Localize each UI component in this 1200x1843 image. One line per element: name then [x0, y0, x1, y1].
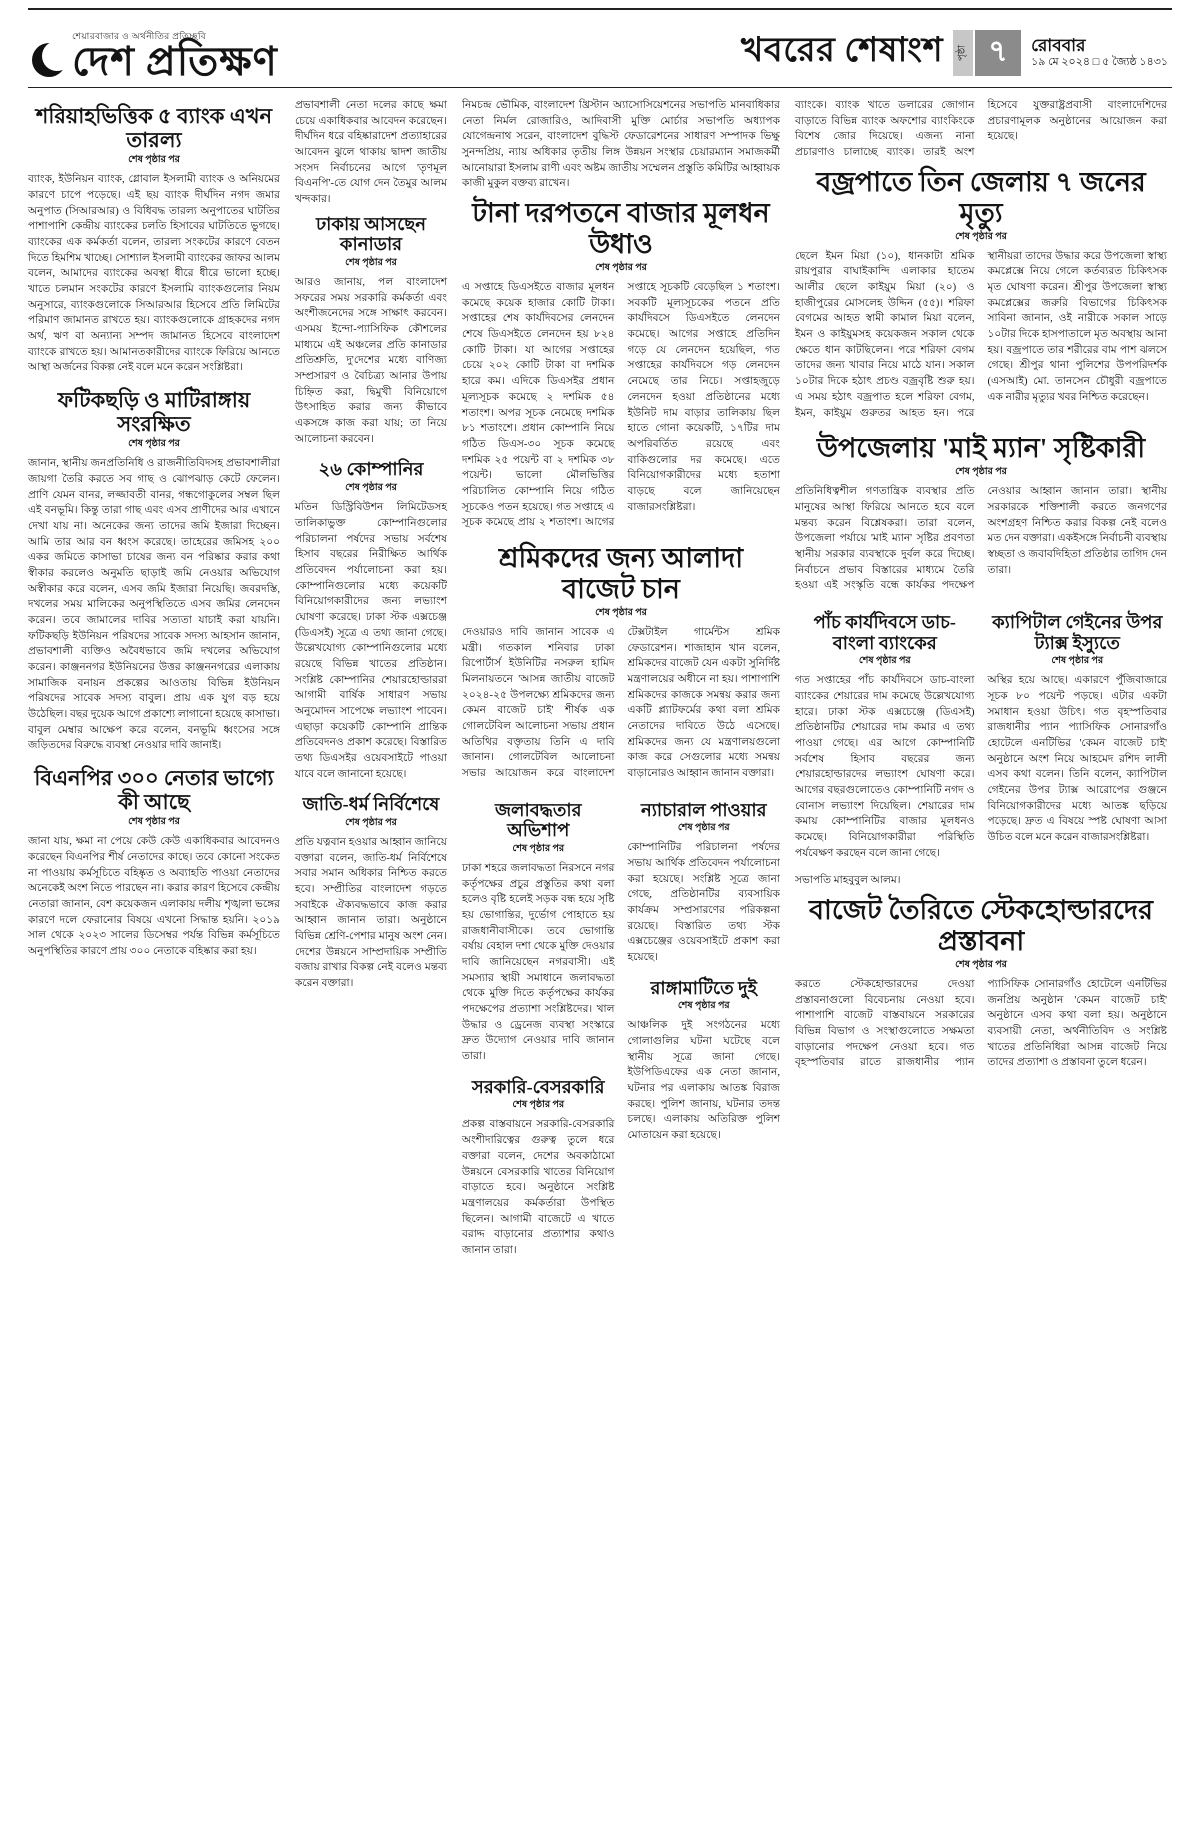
article-headline: সরকারি-বেসরকারি [471, 1076, 605, 1097]
page-header [28, 24, 1172, 88]
column-right [795, 98, 1167, 1271]
article-body: ঢাকা শহরে জলাবদ্ধতা নিরসনে নগর কর্তৃপক্ষের প্রচুর প্রস্তুতির কথা বলা হলেও বৃষ্টি হলেই সড়ক বন্ধ হয়ে সৃষ্টি হয় ভোগান্তির, দুর্ভোগ পোহাতে হয় রাজধানীবাসীকে। তবে ভোগান্তি বর্ষায় বেহাল দশা থেকে মুক্তি দেওয়ার দাবি জানিয়েছেন নগরবাসী। এই সমস্যার স্থায়ী সমাধানে জলাবদ্ধতা থেকে মুক্তি দিতে কর্তৃপক্ষের কার্যকর পদক্ষেপের প্রত্যাশা সংশ্লিষ্টদের। খাল উদ্ধার ও ড্রেনেজ ব্যবস্থা সংস্কারে দ্রুত উদ্যোগ নেওয়ার দাবি জানান তারা। [462, 863, 615, 1063]
continued-text: নিমচন্দ্র ভৌমিক, বাংলাদেশ খ্রিস্টান অ্যাসোসিয়েশনের সভাপতি মানবাধিকার নেতা নির্মল রোজারিও, আদিবাসী মুক্তি মোর্চার সভাপতি অধ্যাপক যোগেন্দ্রনাথ সরেন, বাংলাদেশ বুদ্ধিস্ট ফেডারেশনের সাধারণ সম্পাদক ভিক্ষু সুনন্দপ্রিয়, ন্যায় অধিকার তৃতীয় লিঙ্গ উন্নয়ন সংস্থার চেয়ারম্যান সমাজকর্মী আনোয়ারা ইসলাম রাণী এবং অষ্টম জাতীয় সম্মেলন প্রস্তুতি কমিটির আহ্বায়ক কাজী মুকুল বক্তব্য রাখেন। [462, 100, 780, 190]
article-headline: জলাবদ্ধতার অভিশাপ [494, 799, 582, 841]
right-sub-right [988, 606, 1168, 873]
continued-from-tag: শেষ পৃষ্ঠার পর [345, 258, 397, 269]
day-name: রোববার [1031, 36, 1086, 55]
article-headline: ফটিকছড়ি ও মাটিরাঙ্গায় সংরক্ষিত [57, 388, 251, 437]
article-body: দেওয়ারও দাবি জানান সাবেক এ মন্ত্রী। গতকাল শনিবার ঢাকা রিপোর্টার্স ইউনিটির নসরুল হামিদ মিলনায়তনে 'আসন্ন জাতীয় বাজেট ২০২৪-২৫ উপলক্ষ্যে শ্রমিকদের জন্য কেমন বাজেট চাই' শীর্ষক এক গোলটেবিল আলোচনা সভায় প্রধান অতিথির বক্তৃতায় তিনি এ দাবি জানান। গোলটেবিল আলোচনা সভার আয়োজন করে বাংলাদেশ টেক্সটাইল গার্মেন্টস শ্রমিক ফেডারেশন। শাজাহান খান বলেন, শ্রমিকদের বাজেট যেন একটা সুনির্দিষ্ট মন্ত্রণালয়ের অধীনে না হয়। পাশাপাশি শ্রমিকদের কাজকে সমন্বয় করার জন্য একটি প্ল্যাটফর্মের কথা বলা শ্রমিক নেতাদের দাবিতে উঠে এসেছে। শ্রমিকদের জন্য যে মন্ত্রণালয়গুলো কাজ করে সেগুলোর মধ্যে সমন্বয় বাড়ানোরও আহ্বান জানান বক্তারা। [462, 626, 780, 780]
centre-sub-right [628, 794, 781, 1271]
masthead-brand [32, 31, 278, 84]
centre-sub-left [462, 794, 615, 1271]
continued-from-tag: শেষ পৃষ্ঠার পর [512, 844, 565, 855]
page-number: ৭ [975, 30, 1021, 76]
page-label: পৃষ্ঠা [953, 30, 973, 76]
article-26-companies [295, 459, 447, 782]
column-left [28, 98, 280, 1271]
article-headline: রাঙ্গামাটিতে দুই [650, 977, 757, 998]
article-body: আঞ্চলিক দুই সংগঠনের মধ্যে গোলাগুলির ঘটনা ঘটেছে বলে স্থানীয় সূত্রে জানা গেছে। ইউপিডিএফের এক নেতা জানান, ঘটনার পর এলাকায় আতঙ্ক বিরাজ করছে। পুলিশ জানায়, ঘটনার তদন্ত চলছে। এলাকায় অতিরিক্ত পুলিশ মোতায়েন করা হয়েছে। [627, 1020, 780, 1142]
continued-from-tag: শেষ পৃষ্ঠার পর [955, 960, 1007, 971]
continued-from-tag: শেষ পৃষ্ঠার পর [858, 656, 911, 667]
column-centre [462, 98, 780, 1271]
article-headline: জাতি-ধর্ম নির্বিশেষে [302, 794, 440, 815]
article-upazila-my-man [795, 433, 1167, 594]
article-body: জানান, স্থানীয় জনপ্রতিনিধি ও রাজনীতিবিদসহ প্রভাবশালীরা জায়গা তৈরি করতে সব গাছ ও ঝোপঝাড় কেটে ফেলেন। প্রাণি যেমন বানর, লজ্জাবতী বানর, গন্ধগোকুলের সম্বল ছিল এই বনভূমি। কিন্তু তারা গাছ এবং এসব প্রাণীদের আর এখানে দেখা যায় না। অনেকের জন্য তাদের জমি ইজারা দিচ্ছেন। আমি তার আর বন ধ্বংস করেছে। তাহেরের জমিসহ ২০০ একর জমিতে কাসাভা চাষের জন্য বন পরিষ্কার করার কথা স্বীকার করলেও অনুমতি ছাড়াই জমি নেওয়ার অভিযোগ অস্বীকার করে বলেন, এসব জমি ইজারা নিয়েছি। জবরদস্তি, দখলের সময় মালিকের অনুপস্থিতিতে এসব জমির লেনদেন করেন। তবে জামালের দাবির সত্যতা যাচাই করা যায়নি। ফটিকছড়ি ইউনিয়ন পরিষদের সাবেক সদস্য আহসান জানান, প্রভাবশালী ব্যক্তিও অবৈধভাবে জমি দখলের অভিযোগ করেন। কাঞ্জননগর ইউনিয়নের উত্তর কাঞ্জননগরের এলাকায় সামাজিক বনায়ন প্রকল্পের আওতায় বিভিন্ন ইউনিয়ন পরিষদের সাবেক সদস্য বাবুল। প্রায় এক যুগ বড় হয়ে উঠেছিল। বছর দুয়েক আগে প্রকাশ্যে লাগানো হয়েছে কাসাভা। বাবুল মেম্বার আক্ষেপ করে বলেন, বনভূমি ধ্বংসের সঙ্গে জড়িতদের বিরুদ্ধে ব্যবস্থা নেওয়ার দাবি জানাই। [28, 458, 280, 752]
continued-text: সভাপতি মাহবুবুল আলম। [795, 875, 901, 887]
article-body: কোম্পানিটির পরিচালনা পর্ষদের সভায় আর্থিক প্রতিবেদন পর্যালোচনা করা হয়েছে। সংশ্লিষ্ট সূত্রে জানা গেছে, প্রতিষ্ঠানটির ব্যবসায়িক কার্যক্রম সম্প্রসারণের পরিকল্পনা রয়েছে। বিস্তারিত তথ্য স্টক এক্সচেঞ্জের ওয়েবসাইটে প্রকাশ করা হয়েছে। [627, 842, 780, 964]
article-headline: ক্যাপিটাল গেইনের উপর ট্যাক্স ইস্যুতে [992, 611, 1163, 653]
article-budget-stakeholders [795, 873, 1167, 1071]
article-canada-visit [295, 98, 447, 447]
article-waterlogging [462, 800, 615, 1065]
article-headline: বাজেট তৈরিতে স্টেকহোল্ডারদের প্রস্তাবনা [809, 895, 1153, 957]
article-headline: পাঁচ কার্যদিবসে ডাচ-বাংলা ব্যাংকের [813, 611, 956, 653]
right-sub-left [795, 606, 975, 873]
continued-from-tag: শেষ পৃষ্ঠার পর [955, 231, 1007, 242]
centre-bottom-split [462, 794, 780, 1271]
day-date [1031, 35, 1168, 70]
section-title: খবরের শেষাংশ [740, 32, 944, 69]
article-headline: বজ্রপাতে তিন জেলায় ৭ জনের মৃত্যু [816, 166, 1146, 228]
masthead-title: দেশ প্রতিক্ষণ [72, 39, 278, 84]
continued-from-tag: শেষ পৃষ্ঠার পর [677, 1001, 730, 1012]
article-headline: ন্যাচারাল পাওয়ার [640, 799, 767, 820]
article-body: মতিন ডিস্ট্রিবিউশন লিমিটেডসহ তালিকাভুক্ত কোম্পানিগুলোর পরিচালনা পর্ষদের সভায় সর্বশেষ হিসাব বছরের নিরীক্ষিত আর্থিক প্রতিবেদন পর্যালোচনা করা হয়। কোম্পানিগুলোর মধ্যে কয়েকটি বিনিয়োগকারীদের জন্য লভ্যাংশ ঘোষণা করেছে। ঢাকা স্টক এক্সচেঞ্জ (ডিএসই) সূত্রে এ তথ্য জানা গেছে। উল্লেখযোগ্য কোম্পানিগুলোর মধ্যে রয়েছে বিভিন্ন খাতের প্রতিষ্ঠান। সংশ্লিষ্ট কোম্পানির শেয়ারহোল্ডাররা আগামী বার্ষিক সাধারণ সভায় অনুমোদন সাপেক্ষে লভ্যাংশ পাবেন। এছাড়া কয়েকটি কোম্পানি প্রান্তিক প্রতিবেদনও প্রকাশ করেছে। বিস্তারিত তথ্য ডিএসইর ওয়েবসাইটে পাওয়া যাবে বলে জানানো হয়েছে। [295, 502, 447, 780]
continued-from-tag: শেষ পৃষ্ঠার পর [345, 483, 397, 494]
article-headline: ২৬ কোম্পানির [318, 459, 424, 480]
article-headline: ঢাকায় আসছেন কানাডার [315, 213, 427, 255]
article-market-cap-loss [462, 98, 780, 531]
article-body: প্রকল্প বাস্তবায়নে সরকারি-বেসরকারি অংশীদারিত্বের গুরুত্ব তুলে ধরে বক্তারা বলেন, দেশের অবকাঠামো উন্নয়নে বেসরকারি খাতের বিনিয়োগ বাড়াতে হবে। অনুষ্ঠানে সংশ্লিষ্ট মন্ত্রণালয়ের কর্মকর্তারা উপস্থিত ছিলেন। আগামী বাজেটে এ খাতে বরাদ্দ বাড়ানোর প্রত্যাশার কথাও জানান তারা। [462, 1119, 615, 1256]
continued-from-tag: শেষ পৃষ্ঠার পর [128, 817, 180, 828]
continued-from-tag: শেষ পৃষ্ঠার পর [345, 817, 397, 828]
article-body: প্রতিনিধিত্বশীল গণতান্ত্রিক ব্যবস্থার প্রতি মানুষের আস্থা ফিরিয়ে আনতে হবে বলে মন্তব্য করেন বিশ্লেষকরা। তারা বলেন, উপজেলা পর্যায়ে 'মাই ম্যান' সৃষ্টির প্রবণতা স্থানীয় সরকার ব্যবস্থাকে দুর্বল করে দিচ্ছে। নির্বাচনে প্রভাব বিস্তারের মাধ্যমে তৈরি হওয়া এই সংস্কৃতি বন্ধে কার্যকর পদক্ষেপ নেওয়ার আহ্বান জানান তারা। স্থানীয় সরকারকে শক্তিশালী করতে জনগণের অংশগ্রহণ নিশ্চিত করার বিকল্প নেই বলেও মত দেন বক্তারা। একইসঙ্গে নির্বাচনী ব্যবস্থায় স্বচ্ছতা ও জবাবদিহিতা প্রতিষ্ঠার তাগিদ দেন তারা। [795, 486, 1167, 592]
header-right [741, 24, 1168, 81]
article-body: অস্থির হয়ে আছে। একারণে পুঁজিবাজারে সূচক ৮০ পয়েন্ট পড়ছে। এটার একটা সমাধান হওয়া উচিৎ। গত বৃহস্পতিবার রাজধানীর প্যান প্যাসিফিক সোনারগাঁও হোটেলে এনটিভির 'কেমন বাজেট চাই' অনুষ্ঠানে অংশ নিয়ে আহমেদ রশিদ লালী এসব কথা বলেন। তিনি বলেন, ক্যাপিটাল গেইনের উপর ট্যাক্স আরোপের গুঞ্জনে বিনিয়োগকারীদের মধ্যে আতঙ্ক ছড়িয়ে পড়েছে। দ্রুত এ বিষয়ে স্পষ্ট ঘোষণা আসা উচিত বলে মনে করেন বাজারসংশ্লিষ্টরা। [987, 675, 1167, 844]
article-headline: শরিয়াহভিত্তিক ৫ ব্যাংক এখন তারল্য [35, 104, 273, 153]
continued-from-tag: শেষ পৃষ্ঠার পর [128, 155, 180, 166]
article-body: প্রতি যত্নবান হওয়ার আহ্বান জানিয়ে বক্তারা বলেন, জাতি-ধর্ম নির্বিশেষে সবার সমান অধিকার নিশ্চিত করতে হবে। সম্প্রীতির বাংলাদেশ গড়তে সবাইকে ঐক্যবদ্ধভাবে কাজ করার আহ্বান জানান তারা। অনুষ্ঠানে বিভিন্ন শ্রেণি-পেশার মানুষ অংশ নেন। দেশের উন্নয়নে সাম্প্রদায়িক সম্প্রীতি বজায় রাখার বিকল্প নেই বলেও মন্তব্য করেন বক্তারা। [295, 836, 447, 989]
continued-from-tag: শেষ পৃষ্ঠার পর [512, 1100, 565, 1111]
continued-from-tag: শেষ পৃষ্ঠার পর [955, 467, 1007, 478]
article-public-private [462, 1077, 615, 1259]
crescent-icon [32, 41, 66, 81]
article-body: ব্যাংক, ইউনিয়ন ব্যাংক, গ্লোবাল ইসলামী ব্যাংক ও অনিয়মের কারণে চাপে পড়েছে। এই ছয় ব্যাংক দীর্ঘদিন নগদ জমার অনুপাত (সিআরআর) ও বিধিবদ্ধ তারল্য অনুপাতের ঘাটতির পাশাপাশি কেন্দ্রীয় ব্যাংকের চলতি হিসাবের ঘাটতিতে ভুগছে। ব্যাংকের এক কর্মকর্তা বলেন, তারল্য সংকটের কারণে বেতন দিতে হিমশিম খাচ্ছে। সোশ্যাল ইসলামী ব্যাংকের জাফর আলম বলেন, আমাদের ব্যাংকের অবস্থা ধীরে ধীরে ভালো হচ্ছে। খাতে চলমান সংকটের কারণে ইসলামি ব্যাংকগুলোর নিয়ম অনুসারে, ব্যাংকগুলোকে সিআরআর হিসেবে প্রতি লিমিটের পরিমাণ জামানত রাখতে হয়। ব্যাংকগুলোকে গ্রাহকদের নগদ অর্থ, ঋণ বা অন্যান্য সম্পদ জামানত হিসেবে বাংলাদেশ ব্যাংকে রাখতে হয়। আমানতকারীদের ব্যাংকে ফিরিয়ে আনতে আস্থা অর্জনের বিকল্প নেই বলে মনে করেন সংশ্লিষ্টরা। [28, 174, 280, 374]
articles-grid [28, 98, 1172, 1271]
article-dutch-bangla-shares [795, 612, 975, 861]
article-capital-gain-tax [988, 612, 1168, 846]
article-bnp-300-leaders [28, 766, 280, 960]
continued-text: প্রভাবশালী নেতা দলের কাছে ক্ষমা চেয়ে একাধিকবার আবেদন করেছেন। দীর্ঘদিন ধরে বহিষ্কারাদেশ প্রত্যাহারের আবেদন ঝুলে থাকায় দ্বাদশ জাতীয় সংসদ নির্বাচনের আগে 'তৃণমূল বিএনপি'-তে যোগ দেন তৈমুর আলম খন্দকার। [295, 100, 447, 206]
article-rangamati-two [628, 978, 781, 1144]
article-body: এ সপ্তাহে ডিএসইতে বাজার মূলধন কমেছে কয়েক হাজার কোটি টাকা। সপ্তাহের শেষ কার্যদিবসের লেনদেন শেষে ডিএসইতে লেনদেন হয় ৮২৪ কোটি টাকা। যা আগের সপ্তাহের চেয়ে ২০২ কোটি টাকা বা দশমিক হারে কম। এদিকে ডিএসইর প্রধান মূল্যসূচক কমেছে ২ দশমিক ৫৪ শতাংশ। অপর সূচক নেমেছে দশমিক ৮১ শতাংশে। প্রধান কোম্পানি নিয়ে গঠিত ডিএস-৩০ সূচক কমেছে দশমিক ২৫ পয়েন্ট বা ২ দশমিক ৩৮ পয়েন্ট। ভালো মৌলভিত্তির পরিচালিত কোম্পানি নিয়ে গঠিত সূচকেও পতন হয়েছে। গত সপ্তাহে এ সূচক কমেছে প্রায় ২ শতাংশ। আগের সপ্তাহে সূচকটি বেড়েছিল ১ শতাংশ। সবকটি মূল্যসূচকের পতনে প্রতি কার্যদিবসে ডিএসইতে লেনদেন কমেছে। আগের সপ্তাহে প্রতিদিন গড়ে যে লেনদেন হয়েছিল, গত সপ্তাহের কার্যদিবসে গড় লেনদেন নেমেছে তার নিচে। সপ্তাহজুড়ে লেনদেন হওয়া প্রতিষ্ঠানের মধ্যে ইউনিট দাম বাড়ার তালিকায় ছিল হাতে গোনা কয়েকটি, ১৭টির দাম অপরিবর্তিত রয়েছে এবং বাকিগুলোর দর কমেছে। এতে বিনিয়োগকারীদের মধ্যে হতাশা বাড়ছে বলে জানিয়েছেন বাজারসংশ্লিষ্টরা। [462, 282, 780, 529]
article-headline: বিএনপির ৩০০ নেতার ভাগ্যে কী আছে [34, 766, 274, 815]
date-line: ১৯ মে ২০২৪ □ ৫ জ্যৈষ্ঠ ১৪৩১ [1031, 56, 1168, 69]
article-headline: উপজেলায় 'মাই ম্যান' সৃষ্টিকারী [816, 433, 1146, 464]
continued-from-tag: শেষ পৃষ্ঠার পর [595, 607, 647, 618]
top-rule [28, 8, 1172, 10]
continued-text: ব্যাংকে। ব্যাংক খাতে ডলারের জোগান বাড়াতে বিভিন্ন ব্যাংক অফশোর ব্যাংকিংকে বিশেষ জোর দিয়েছে। এজন্য নানা প্রচারণাও চালাচ্ছে ব্যাংক। তারই অংশ হিসেবে যুক্তরাষ্ট্রপ্রবাসী বাংলাদেশিদের প্রচারণামূলক অনুষ্ঠানের আয়োজন করা হয়েছে। [795, 100, 1167, 159]
article-lightning-deaths [795, 98, 1167, 421]
article-body: গত সপ্তাহের পাঁচ কার্যদিবসে ডাচ-বাংলা ব্যাংকের শেয়ারের দাম কমেছে উল্লেখযোগ্য হারে। ঢাকা স্টক এক্সচেঞ্জে (ডিএসই) প্রতিষ্ঠানটির শেয়ারের দাম কমার এ তথ্য পাওয়া গেছে। এর আগে কোম্পানিটি সর্বশেষ হিসাব বছরের জন্য শেয়ারহোল্ডারদের লভ্যাংশ ঘোষণা করে। আগের বছরগুলোতেও কোম্পানিটি নগদ ও বোনাস লভ্যাংশ দিয়েছিল। শেয়ারের দাম কমায় কোম্পানিটির বাজার মূলধনও কমেছে। বিনিয়োগকারীরা পরিস্থিতি পর্যবেক্ষণ করছেন বলে জানা গেছে। [795, 675, 975, 859]
article-natural-power [628, 800, 781, 966]
continued-from-tag: শেষ পৃষ্ঠার পর [677, 823, 730, 834]
masthead-tagline: শেয়ারবাজার ও অর্থনীতির প্রতিচ্ছবি [72, 31, 207, 41]
article-all-religions [295, 794, 447, 991]
continued-from-tag: শেষ পৃষ্ঠার পর [128, 439, 180, 450]
page-number-box [953, 30, 1021, 76]
article-headline: টানা দরপতনে বাজার মূলধন উধাও [472, 198, 770, 260]
article-headline: শ্রমিকদের জন্য আলাদা বাজেট চান [498, 542, 744, 604]
article-body: ছেলে ইমন মিয়া (১০), ধানকাটা শ্রমিক রায়পুরার বাঘাইকান্দি এলাকার হাতেম আলীর ছেলে কাইয়ুম মিয়া (২০) ও হাজীপুরের মোসলেহ উদ্দিন (৫৫)। শরিফা বেগমের আহত স্বামী কামাল মিয়া বলেন, ইমন ও কাইয়ুমসহ কয়েকজন সকাল থেকে ক্ষেতে ধান কাটছিলেন। পরে শরিফা বেগম তাদের জন্য খাবার নিয়ে মাঠে যান। সকাল ১০টার দিকে হঠাৎ প্রচণ্ড বজ্রবৃষ্টি শুরু হয়। এ সময় হঠাৎ বজ্রপাত হলে শরিফা বেগম, ইমন, কাইয়ুম গুরুতর আহত হন। পরে স্থানীয়রা তাদের উদ্ধার করে উপজেলা স্বাস্থ্য কমপ্লেক্সে নিয়ে গেলে কর্তব্যরত চিকিৎসক মৃত ঘোষণা করেন। শ্রীপুর উপজেলা স্বাস্থ্য কমপ্লেক্সের জরুরি বিভাগের চিকিৎসক সাবিনা জানান, ওই নারীকে সকাল সাড়ে ১০টার দিকে হাসপাতালে মৃত অবস্থায় আনা হয়। বজ্রপাতে তার শরীরের বাম পাশ ঝলসে গেছে। শ্রীপুর থানা পুলিশের উপপরিদর্শক (এসআই) মো. তানসেন চৌধুরী বজ্রপাতে এক নারীর মৃত্যুর খবর নিশ্চিত করেছেন। [795, 250, 1167, 419]
article-shariah-banks [28, 104, 280, 376]
article-workers-budget [462, 543, 780, 782]
article-fatikchhari-forest [28, 388, 280, 754]
article-body: আরও জানায়, পল বাংলাদেশ সফরের সময় সরকারি কর্মকর্তা এবং অংশীজনেদের সঙ্গে সাক্ষাৎ করবেন। এসময় ইন্দো-প্যাসিফিক কৌশলের মাধ্যমে এই অঞ্চলের প্রতি কানাডার প্রতিশ্রুতি, দু'দেশের মধ্যে বাণিজ্য সম্প্রসারণ ও বৈচিত্র্য আনার উপায় চিহ্নিত করা, দ্বিমুখী বিনিয়োগে উৎসাহিত করার জন্য কীভাবে একসঙ্গে কাজ করা যায়; তা নিয়ে আলোচনা করবেন। [295, 277, 447, 445]
article-body: করতে স্টেকহোল্ডারদের দেওয়া প্রস্তাবনাগুলো বিবেচনায় নেওয়া হবে। পাশাপাশি বাজেট বাস্তবায়নে সরকারের বিভিন্ন বিভাগ ও সংস্থাগুলোতে সক্ষমতা বাড়ানোর পদক্ষেপ নেওয়া হবে। গত বৃহস্পতিবার রাতে রাজধানীর প্যান প্যাসিফিক সোনারগাঁও হোটেলে এনটিভির জনপ্রিয় অনুষ্ঠান 'কেমন বাজেট চাই' অনুষ্ঠানে এসব কথা বলা হয়। অনুষ্ঠানে ব্যবসায়ী নেতা, অর্থনীতিবিদ ও সংশ্লিষ্ট খাতের প্রতিনিধিরা আসন্ন বাজেট নিয়ে তাদের প্রত্যাশা ও প্রস্তাবনা তুলে ধরেন। [795, 979, 1167, 1069]
column-two [295, 98, 447, 1271]
continued-from-tag: শেষ পৃষ্ঠার পর [595, 263, 647, 274]
continued-from-tag: শেষ পৃষ্ঠার পর [1051, 656, 1104, 667]
right-bottom-split [795, 606, 1167, 873]
article-body: জানা যায়, ক্ষমা না পেয়ে কেউ কেউ একাধিকবার আবেদনও করেছেন বিএনপির শীর্ষ নেতাদের কাছে। তবে কোনো সংকেত না পাওয়ায় কর্মসূচিতে বহিষ্কৃত ও অব্যাহতি পাওয়া নেতাদের অনেকেই অংশ নিতে পারছেন না। করার কারণ হিসেবে কেন্দ্রীয় নেতারা জানান, বেশ কয়েকজন এলাকায় দলীয় শৃঙ্খলা ভঙ্গের কারণে দলে ফেরানোর বিষয়ে এখনো সিদ্ধান্ত হয়নি। ২০১৯ সাল থেকে ২০২৩ সালের ডিসেম্বর পর্যন্ত বিভিন্ন কর্মসূচিতে অনুপস্থিতির কারণে প্রায় ৩০০ নেতাকে বহিষ্কার করা হয়। [28, 836, 280, 958]
